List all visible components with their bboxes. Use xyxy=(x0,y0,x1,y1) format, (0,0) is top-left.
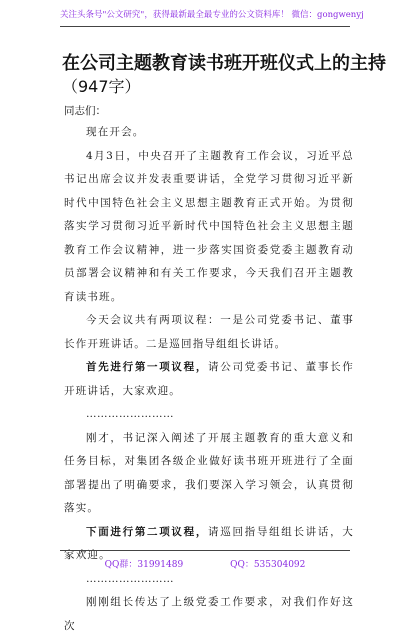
paragraph-background: 4月3日，中央召开了主题教育工作会议，习近平总书记出席会议并发表重要讲话，全党学习贯彻习近平新时代中国特色社会主义思想主题教育正式开始。为贯彻落实学习贯彻习近平新时代中国特色社会主义思想主题教育工作会议精神，进一步落实国资委党委主题教育动员部署会议精神和有关工作要求，今天我们召开主题教育读书班。 xyxy=(64,149,354,303)
agenda-item-1-text: 请公司党委书记、董事长作开班讲话，大家欢迎。 xyxy=(64,361,354,397)
agenda-item-1-heading: 首先进行第一项议程， xyxy=(86,361,209,373)
paragraph-opening: 现在开会。 xyxy=(86,126,145,138)
agenda-item-2-text: 请巡回指导组组长讲话，大家欢迎。 xyxy=(64,525,354,561)
paragraph-summary: 刚才，书记深入阐述了开展主题教育的重大意义和任务目标，对集团各级企业做好读书班开班进行了全面部署提出了明确要求，我们要深入学习领会，认真贯彻落实。 xyxy=(64,431,354,514)
document-title: 在公司主题教育读书班开班仪式上的主持 xyxy=(62,53,386,74)
footer-qq: QQ：535304092 xyxy=(230,560,306,570)
paragraph-closing-partial: 刚刚组长传达了上级党委工作要求，对我们作好这次 xyxy=(64,596,354,632)
ellipsis-separator: …………………… xyxy=(86,572,174,585)
document-title-wordcount: （947字） xyxy=(62,77,141,96)
paragraph-agenda: 今天会议共有两项议程：一是公司党委书记、董事长作开班讲话。二是巡回指导组组长讲话。 xyxy=(64,314,354,350)
footer-qq-group: QQ群：31991489 xyxy=(104,560,184,570)
ellipsis-separator: …………………… xyxy=(86,408,174,420)
greeting: 同志们： xyxy=(64,105,106,117)
paragraph-agenda-item-1 xyxy=(64,356,354,403)
agenda-item-2-heading: 下面进行第二项议程， xyxy=(86,525,209,538)
page-header-banner: 关注头条号"公文研究"，获得最新最全最专业的公文资料库！ 微信：gongwenyj xyxy=(60,8,350,27)
page-footer xyxy=(60,550,350,570)
